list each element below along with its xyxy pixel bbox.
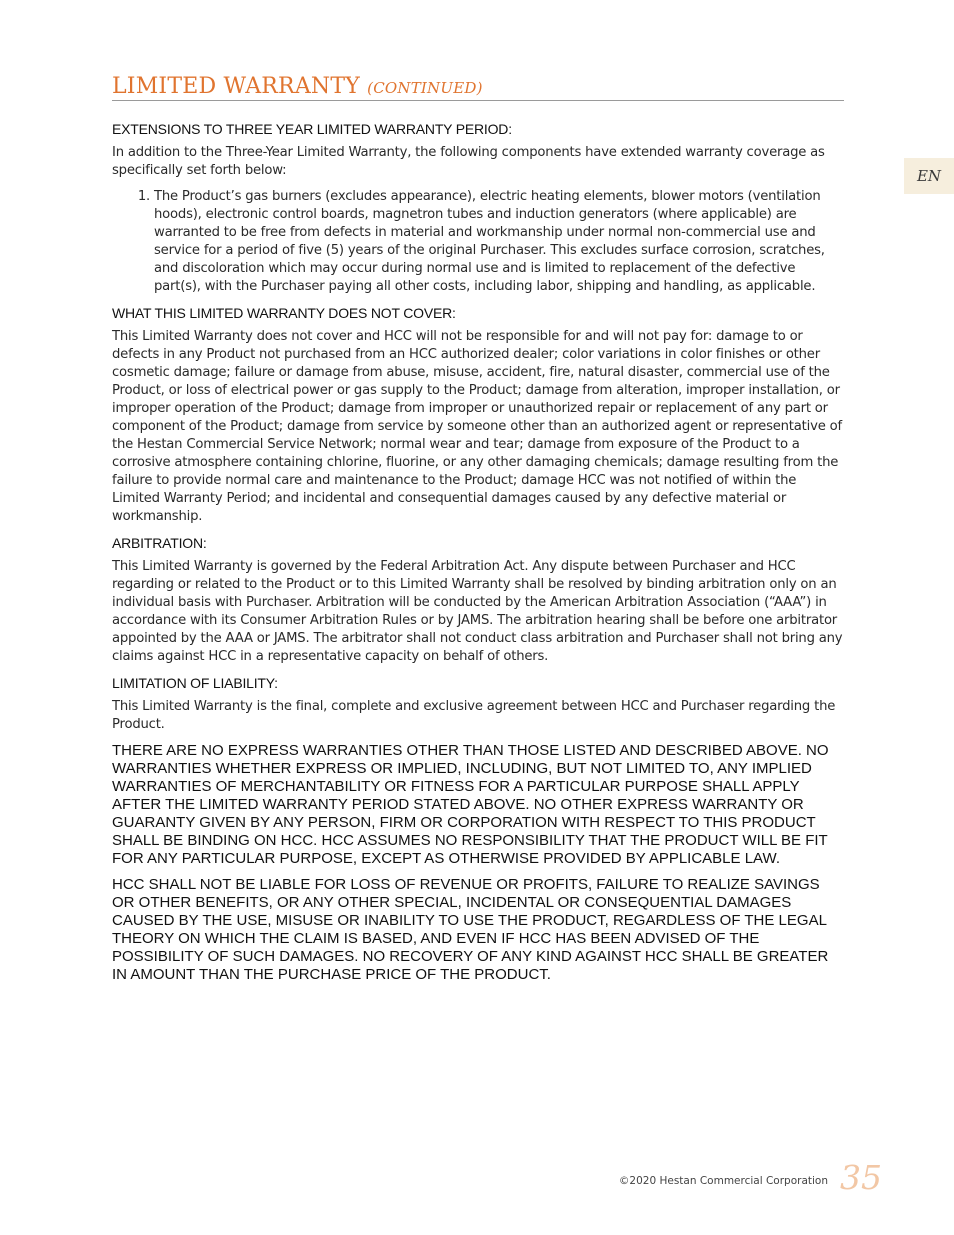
footer-copyright: ©2020 Hestan Commercial Corporation	[618, 1175, 828, 1187]
page-title-suffix: (CONTINUED)	[367, 79, 483, 97]
arbitration-heading: ARBITRATION:	[112, 535, 207, 551]
extensions-intro: In addition to the Three-Year Limited Warranty, the following components have extended warranty coverage as specifically set forth below:	[112, 145, 825, 178]
arbitration-body: This Limited Warranty is governed by the Federal Arbitration Act. Any dispute between Purchaser and HCC regarding or related to the Product or to this Limited Warranty shall be resolved by binding arbitration only on an individual basis with Purchaser. Arbitration will be conducted by the American Arbitration Association (“AAA”) in accordance with its Consumer Arbitration Rules or by JAMS. The arbitration hearing shall be before one arbitrator appointed by the AAA or JAMS. The arbitrator shall not conduct class arbitration and Purchaser shall not bring any claims against HCC in a representative capacity on behalf of others.	[112, 559, 843, 664]
liability-disclaimer: THERE ARE NO EXPRESS WARRANTIES OTHER THAN THOSE LISTED AND DESCRIBED ABOVE. NO WARRANTIES WHETHER EXPRESS OR IMPLIED, INCLUDING, BUT NOT LIMITED TO, ANY IMPLIED WARRANTIES OF MERCHANTABILITY OR FITNESS FOR A PARTICULAR PURPOSE SHALL APPLY AFTER THE LIMITED WARRANTY PERIOD STATED ABOVE. NO OTHER EXPRESS WARRANTY OR GUARANTY GIVEN BY ANY PERSON, FIRM OR CORPORATION WITH RESPECT TO THIS PRODUCT SHALL BE BINDING ON HCC. HCC ASSUMES NO RESPONSIBILITY THAT THE PRODUCT WILL BE FIT FOR ANY PARTICULAR PURPOSE, EXCEPT AS OTHERWISE PROVIDED BY APPLICABLE LAW.	[112, 742, 829, 867]
language-tab: EN	[904, 158, 954, 194]
page-title-text: LIMITED WARRANTY	[112, 74, 360, 99]
page-title	[112, 74, 844, 101]
not-cover-heading: WHAT THIS LIMITED WARRANTY DOES NOT COVER:	[112, 305, 456, 321]
not-cover-body: This Limited Warranty does not cover and HCC will not be responsible for and will not pay for: damage to or defects in any Product not purchased from an HCC authorized dealer; color variations in color finishes or other cosmetic damage; failure or damage from abuse, misuse, accident, fire, natural disaster, commercial use of the Product, or loss of electrical power or gas supply to the Product; damage from alteration, improper installation, or improper operation of the Product; damage from improper or unauthorized repair or replacement of any part or component of the Product; damage from service by someone other than an authorized agent or representative of the Hestan Commercial Service Network; normal wear and tear; damage from exposure of the Product to a corrosive atmosphere containing chlorine, fluorine, or any other damaging chemicals; damage resulting from the failure to provide normal care and maintenance to the Product; damage HCC was not notified of within the Limited Warranty Period; and incidental and consequential damages caused by any defective material or workmanship.	[112, 329, 842, 524]
extensions-list	[112, 188, 845, 296]
extensions-heading: EXTENSIONS TO THREE YEAR LIMITED WARRANTY PERIOD:	[112, 121, 512, 137]
liability-damages: HCC SHALL NOT BE LIABLE FOR LOSS OF REVENUE OR PROFITS, FAILURE TO REALIZE SAVINGS OR OTHER BENEFITS, OR ANY OTHER SPECIAL, INCIDENTAL OR CONSEQUENTIAL DAMAGES CAUSED BY THE USE, MISUSE OR INABILITY TO USE THE PRODUCT, REGARDLESS OF THE LEGAL THEORY ON WHICH THE CLAIM IS BASED, AND EVEN IF HCC HAS BEEN ADVISED OF THE POSSIBILITY OF SUCH DAMAGES. NO RECOVERY OF ANY KIND AGAINST HCC SHALL BE GREATER IN AMOUNT THAN THE PURCHASE PRICE OF THE PRODUCT.	[112, 876, 829, 983]
warranty-content	[112, 120, 845, 992]
page-number: 35	[840, 1158, 882, 1197]
liability-body: This Limited Warranty is the final, complete and exclusive agreement between HCC and Purchaser regarding the Product.	[112, 699, 836, 732]
liability-heading: LIMITATION OF LIABILITY:	[112, 675, 278, 691]
list-item: 1. The Product’s gas burners (excludes appearance), electric heating elements, blower motors (ventilation hoods), electronic control boards, magnetron tubes and induction generators (where applicable) are warranted to be free from defects in material and workmanship under normal non-commercial use and service for a period of five (5) years of the original Purchaser. This excludes surface corrosion, scratches, and discoloration which may occur during normal use and is limited to replacement of the defective part(s), with the Purchaser paying all other costs, including labor, shipping and handling, as applicable.	[154, 188, 845, 296]
